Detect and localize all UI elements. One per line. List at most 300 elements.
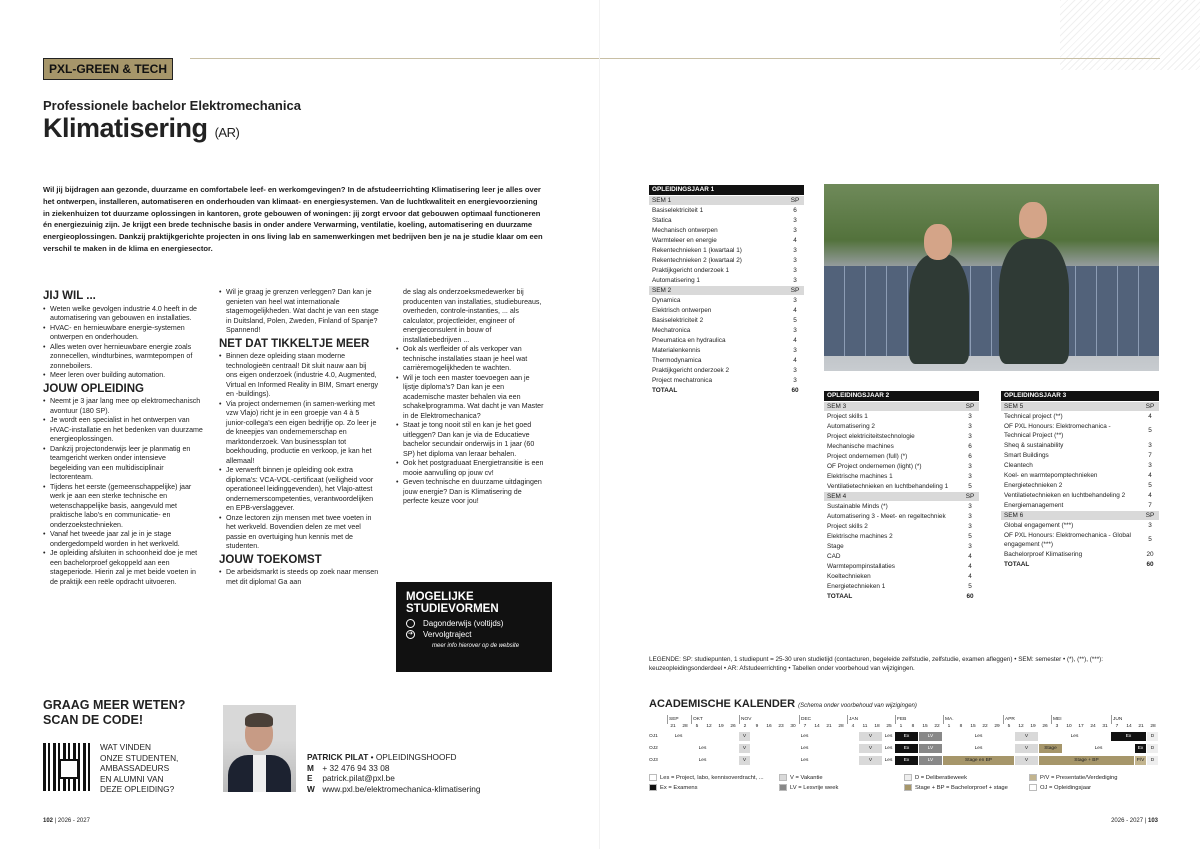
course-name: Ventilatietechnieken en luchtbehandeling 1 — [824, 481, 961, 491]
table-row — [824, 531, 979, 541]
course-sp: 3 — [786, 225, 804, 235]
calendar-month: MA. — [945, 717, 954, 722]
contact-website[interactable]: www.pxl.be/elektromechanica-klimatisering — [322, 784, 481, 795]
list-item: • Ook als werfleider of als verkoper van technische installaties staan je heel wat carrièremogelijkheden te wachten. — [396, 345, 546, 374]
course-name: Basiselektriciteit 2 — [649, 315, 786, 325]
course-name: Elektrische machines 1 — [824, 471, 961, 481]
course-sp: 7 — [1141, 450, 1159, 460]
table-row — [649, 205, 804, 215]
table-row — [1001, 421, 1159, 440]
table-row — [824, 581, 979, 591]
course-name: Project elektriciteitstechnologie — [824, 431, 961, 441]
footer-left — [43, 818, 90, 824]
calendar-note: (Schema onder voorbehoud van wijzigingen) — [798, 703, 917, 709]
calendar-month: APR — [1005, 717, 1015, 722]
course-name: OPLEIDINGSJAAR 1 — [649, 185, 786, 195]
heading-jij-wil: JIJ WIL ... — [43, 290, 96, 302]
key-label: V = Vakantie — [790, 775, 823, 781]
list-item: • Weten welke gevolgen industrie 4.0 heeft in de automatisering van gebouwen en installaties. — [43, 305, 203, 324]
table-header — [824, 391, 979, 401]
calendar-day: 4 — [851, 724, 855, 729]
course-sp: 3 — [961, 511, 979, 521]
calendar-period: Ex — [1135, 744, 1146, 753]
calendar-period: V — [1015, 744, 1038, 753]
course-sp: 4 — [961, 571, 979, 581]
calendar-month: JUN — [1113, 717, 1123, 722]
course-sp: 7 — [1141, 500, 1159, 510]
calendar-day: 28 — [838, 724, 844, 729]
table-row — [1001, 460, 1159, 470]
table-header — [649, 185, 804, 195]
table-row — [1001, 470, 1159, 480]
course-sp: SP — [786, 285, 804, 295]
calendar-day: 30 — [790, 724, 796, 729]
total-row — [824, 591, 979, 601]
calendar-day: 5 — [695, 724, 699, 729]
course-name: Mechanisch ontwerpen — [649, 225, 786, 235]
calendar-month: JAN — [849, 717, 859, 722]
table-row — [649, 375, 804, 385]
calendar-day: 9 — [755, 724, 759, 729]
table-row — [649, 345, 804, 355]
semester-row — [649, 195, 804, 205]
table-row — [649, 365, 804, 375]
calendar-period: Ex — [895, 756, 918, 765]
students-photo — [824, 184, 1159, 371]
study-forms-title-1: MOGELIJKE — [406, 591, 474, 603]
list-item: • Dankzij projectonderwijs leer je planmatig en teamgericht werken onder intensieve begeleiding van een multidisciplinair lectorenteam. — [43, 445, 203, 483]
course-sp: 3 — [1141, 520, 1159, 530]
calendar-month: FEB — [897, 717, 907, 722]
key-swatch — [779, 774, 787, 781]
course-sp — [786, 185, 804, 195]
table-row — [824, 421, 979, 431]
footer-year-left: | 2026 - 2027 — [53, 818, 90, 824]
key-swatch — [1029, 784, 1037, 791]
table-row — [1001, 480, 1159, 490]
solar-panels — [824, 266, 1159, 356]
course-sp: SP — [961, 491, 979, 501]
calendar-day: 26 — [1042, 724, 1048, 729]
more-info-link[interactable]: meer info hierover op de website — [432, 643, 520, 649]
programme-subtitle: Professionele bachelor Elektromechanica — [43, 98, 301, 113]
table-row — [649, 355, 804, 365]
table-row — [649, 215, 804, 225]
calendar-period: Les — [943, 744, 1014, 753]
course-sp: SP — [786, 195, 804, 205]
course-name: Dynamica — [649, 295, 786, 305]
course-sp: 5 — [1141, 530, 1159, 549]
footer-year-right: 2026 - 2027 | — [1111, 818, 1148, 824]
course-sp: 3 — [786, 275, 804, 285]
table-row — [1001, 411, 1159, 421]
list-item: • Tijdens het eerste (gemeenschappelijke) jaar werk je aan een sterke technische en wetenschappelijke basis, aangevuld met praktische labo's en communicatie- en onderzoekstechnieken. — [43, 483, 203, 531]
list-jouw-toekomst — [219, 568, 379, 587]
study-forms-box — [396, 582, 552, 672]
table-row — [1001, 450, 1159, 460]
calendar-period: V — [1015, 756, 1038, 765]
page-fold — [599, 0, 600, 849]
table-header — [1001, 391, 1159, 401]
calendar-period: D — [1147, 732, 1158, 741]
key-label: D = Deliberatieweek — [915, 775, 968, 781]
table-row — [1001, 520, 1159, 530]
calendar-day: 2 — [743, 724, 747, 729]
list-item: • HVAC- en hernieuwbare energie-systemen ontwerpen en onderhouden. — [43, 324, 203, 343]
calendar-day: 15 — [922, 724, 928, 729]
calendar-day: 10 — [1066, 724, 1072, 729]
list-item: • Geven technische en duurzame uitdagingen jouw energie? Dan is Klimatisering de perfecte keuze voor jou! — [396, 478, 546, 507]
table-row — [824, 411, 979, 421]
key-label: Ex = Examens — [660, 785, 698, 791]
calendar-day: 1 — [899, 724, 903, 729]
list-item: • Meer leren over building automation. — [43, 371, 203, 381]
title-text: Klimatisering — [43, 113, 208, 143]
course-name: Elektrisch ontwerpen — [649, 305, 786, 315]
list-item: • Je wordt een specialist in het ontwerpen van HVAC-installatie en het bedenken van duurzame energieoplossingen. — [43, 416, 203, 445]
calendar-day: 19 — [718, 724, 724, 729]
calendar-day: 28 — [682, 724, 688, 729]
calendar-period: Les — [943, 732, 1014, 741]
table-row — [1001, 490, 1159, 500]
course-sp: 3 — [786, 365, 804, 375]
course-name: Praktijkgericht onderzoek 1 — [649, 265, 786, 275]
calendar-key-item — [1029, 773, 1118, 783]
calendar-day: 7 — [803, 724, 807, 729]
calendar-period: Les — [667, 744, 738, 753]
course-name: SEM 5 — [1001, 401, 1141, 411]
calendar-period: Les — [751, 756, 858, 765]
course-sp: 3 — [961, 521, 979, 531]
table-row — [649, 305, 804, 315]
course-sp: 3 — [786, 255, 804, 265]
calendar-key-item — [779, 783, 838, 793]
calendar-period: Les — [1063, 744, 1134, 753]
contact-mobile[interactable]: + 32 476 94 33 08 — [322, 762, 390, 773]
calendar-month: SEP — [669, 717, 679, 722]
table-row — [824, 501, 979, 511]
course-name: SEM 1 — [649, 195, 786, 205]
calendar-key-item — [1029, 783, 1091, 793]
calendar-period: LV — [919, 756, 942, 765]
course-name: SEM 6 — [1001, 510, 1141, 520]
calendar-month: OKT — [693, 717, 703, 722]
contact-email[interactable]: patrick.pilat@pxl.be — [322, 773, 395, 784]
calendar-period: P/V — [1136, 758, 1145, 763]
list-item: • Je verwerft binnen je opleiding ook extra diploma's: VCA-VOL-certificaat (veiligheid voor operationeel leidinggevenden), het Vlajo-attest ondernemerscompetenties, verantwoordelijken en EPB-verslaggever. — [219, 466, 379, 514]
course-sp: 3 — [786, 375, 804, 385]
course-sp: 3 — [961, 471, 979, 481]
calendar-period: Stage + BP — [1039, 756, 1134, 765]
calendar-period: V — [859, 744, 882, 753]
footer-right — [1111, 818, 1158, 824]
key-swatch — [649, 774, 657, 781]
study-forms-title — [406, 591, 542, 615]
course-name: TOTAAL — [649, 385, 786, 395]
course-name: Technical project (**) — [1001, 411, 1141, 421]
course-name: Rekentechnieken 2 (kwartaal 2) — [649, 255, 786, 265]
table-year-2 — [824, 391, 979, 602]
course-name: Project skills 1 — [824, 411, 961, 421]
course-name: Mechanische machines — [824, 441, 961, 451]
course-sp: 4 — [1141, 490, 1159, 500]
table-row — [824, 521, 979, 531]
email-label: E — [307, 773, 313, 784]
calendar-day: 16 — [766, 724, 772, 729]
course-sp: 6 — [961, 451, 979, 461]
toekomst-continued: de slag als onderzoeksmedewerker bij producenten van installaties, studiebureaus, overheden, controle-instanties, ... als calculator, projectleider, engineer of energieconsulent in bouw of installatiebedrijven ... — [403, 288, 542, 344]
student-right-face — [1019, 202, 1047, 238]
calendar-row-label: OJ2 — [649, 746, 658, 751]
student-left-face — [924, 224, 952, 260]
calendar-period: V — [739, 756, 750, 765]
calendar-month: DEC — [801, 717, 812, 722]
course-name: Sustainable Minds (*) — [824, 501, 961, 511]
course-name: Energietechnieken 2 — [1001, 480, 1141, 490]
course-name: Basiselektriciteit 1 — [649, 205, 786, 215]
calendar-day: 8 — [959, 724, 963, 729]
table-row — [1001, 530, 1159, 549]
calendar-period: LV — [919, 744, 942, 753]
course-sp: 6 — [786, 205, 804, 215]
table-row — [1001, 549, 1159, 559]
calendar-month: NOV — [741, 717, 752, 722]
table-row — [824, 451, 979, 461]
student-left — [909, 254, 969, 364]
calendar-day: 1 — [947, 724, 951, 729]
key-label: P/V = Presentatie/Verdediging — [1040, 775, 1118, 781]
calendar-period: Ex — [895, 744, 918, 753]
table-row — [649, 225, 804, 235]
list-item: • Via project ondernemen (in samen-werking met vzw Vlajo) richt je in een groepje van 4 à 5 junior-collega's een eigen bedrijfje op. Zo leer je de kneepjes van ondernemerschap en marktonderzoek. Van businessplan tot boekhouding, productie en verkoop, je kan het allemaal! — [219, 400, 379, 467]
calendar-key-item — [649, 773, 764, 783]
list-tikkeltje-meer — [219, 352, 379, 552]
course-sp: 3 — [786, 265, 804, 275]
course-sp: 6 — [961, 441, 979, 451]
portrait-shirt — [253, 755, 266, 792]
course-sp: 3 — [961, 501, 979, 511]
column-1 — [43, 288, 203, 587]
course-name: Cleantech — [1001, 460, 1141, 470]
table-row — [824, 571, 979, 581]
calendar-period: Ex — [1111, 732, 1146, 741]
course-sp: SP — [1141, 510, 1159, 520]
course-sp: 3 — [786, 245, 804, 255]
course-name: Sheq & sustainability — [1001, 440, 1141, 450]
calendar-day: 18 — [874, 724, 880, 729]
calendar-day: 17 — [1078, 724, 1084, 729]
mobile-label: M — [307, 762, 314, 773]
list-item: • Onze lectoren zijn mensen met twee voeten in het werkveld. Bovendien delen ze met veel passie en overtuiging hun kennis met de studenten. — [219, 514, 379, 552]
list-toekomst-more — [396, 345, 546, 507]
contact-block — [307, 752, 480, 795]
course-sp — [961, 391, 979, 401]
course-name: Thermodynamica — [649, 355, 786, 365]
calendar-day: 12 — [706, 724, 712, 729]
course-name: OF PXL Honours: Elektromechanica - Technical Project (**) — [1001, 421, 1141, 440]
portrait-photo — [223, 705, 296, 792]
calendar-key-item — [779, 773, 823, 783]
course-sp: 3 — [961, 421, 979, 431]
more-info-line-2: SCAN DE CODE! — [43, 713, 144, 727]
course-name: OPLEIDINGSJAAR 3 — [1001, 391, 1141, 401]
calendar-row-label: OJ3 — [649, 758, 658, 763]
calendar-period: Les — [667, 732, 690, 741]
calendar-period: Ex — [895, 732, 918, 741]
list-item: • Binnen deze opleiding staan moderne technologieën centraal! Dit sluit nauw aan bij ons eigen onderzoek (industrie 4.0, Augmented, Virtual en Informed Reality in BIM, Smart energy en -buildings). — [219, 352, 379, 400]
course-sp: 3 — [786, 345, 804, 355]
course-sp: SP — [961, 401, 979, 411]
course-name: Stage — [824, 541, 961, 551]
calendar-period: Les — [1039, 732, 1110, 741]
calendar-period: V — [859, 732, 882, 741]
course-name: SEM 3 — [824, 401, 961, 411]
calendar-day: 5 — [1007, 724, 1011, 729]
page-number-left: 102 — [43, 818, 54, 824]
calendar-period: D — [1147, 744, 1158, 753]
calendar-day: 28 — [1150, 724, 1156, 729]
course-name: Warmteleer en energie — [649, 235, 786, 245]
academic-calendar — [649, 716, 1159, 768]
table-row — [824, 561, 979, 571]
course-sp: 4 — [786, 355, 804, 365]
page-title — [43, 113, 239, 144]
calendar-key-item — [904, 783, 1008, 793]
calendar-title — [649, 698, 917, 710]
table-row — [649, 275, 804, 285]
course-name: Elektrische machines 2 — [824, 531, 961, 541]
course-sp — [1141, 391, 1159, 401]
calendar-period: Stage en BP — [943, 756, 1014, 765]
course-sp: 5 — [1141, 480, 1159, 490]
calendar-key-item — [649, 783, 698, 793]
table-year-1 — [649, 185, 804, 396]
calendar-day: 21 — [670, 724, 676, 729]
list-item: • Ook het postgraduaat Energietransitie is een mooie aanvulling op jouw cv! — [396, 459, 546, 478]
table-year-3 — [1001, 391, 1159, 570]
key-swatch — [904, 784, 912, 791]
calendar-period: V — [739, 744, 750, 753]
header-line — [190, 58, 1160, 59]
course-sp: 4 — [961, 551, 979, 561]
course-sp: 4 — [1141, 470, 1159, 480]
course-name: Praktijkgericht onderzoek 2 — [649, 365, 786, 375]
course-sp: 20 — [1141, 549, 1159, 559]
course-name: Bachelorproef Klimatisering — [1001, 549, 1141, 559]
calendar-day: 12 — [1018, 724, 1024, 729]
course-sp: 4 — [961, 561, 979, 571]
calendar-day: 11 — [862, 724, 868, 729]
key-swatch — [1029, 774, 1037, 781]
heading-tikkeltje-meer: NET DAT TIKKELTJE MEER — [219, 337, 370, 350]
table-row — [824, 541, 979, 551]
list-item: • Alles weten over hernieuwbare energie zoals zonnecellen, windturbines, warmtepompen of zonneboilers. — [43, 343, 203, 372]
table-row — [649, 255, 804, 265]
calendar-title-text: ACADEMISCHE KALENDER — [649, 698, 796, 710]
calendar-day: 3 — [1055, 724, 1059, 729]
qr-caption-line: EN ALUMNI VAN — [100, 773, 164, 784]
decorative-pattern — [1060, 0, 1200, 70]
calendar-day: 7 — [1115, 724, 1119, 729]
course-name: Automatisering 2 — [824, 421, 961, 431]
calendar-period: Les — [884, 758, 893, 763]
calendar-day: 19 — [1030, 724, 1036, 729]
course-name: Global engagement (***) — [1001, 520, 1141, 530]
table-row — [824, 441, 979, 451]
list-item: • Wil je graag je grenzen verleggen? Dan kan je genieten van heel wat internationale stagemogelijkheden. Wat dacht je van een stage in Duitsland, Polen, Zweden, Finland of Spanje? Spannend! — [219, 288, 379, 336]
calendar-day: 25 — [886, 724, 892, 729]
calendar-month: MEI — [1053, 717, 1062, 722]
course-name: Automatisering 3 - Meet- en regeltechniek — [824, 511, 961, 521]
semester-row — [824, 401, 979, 411]
key-label: Les = Project, labo, kennisoverdracht, ... — [660, 775, 764, 781]
portrait-hair — [245, 713, 273, 727]
page-number-right: 103 — [1147, 818, 1158, 824]
course-sp: 3 — [961, 541, 979, 551]
course-sp: 4 — [1141, 411, 1159, 421]
option-day-label: Dagonderwijs (voltijds) — [423, 619, 504, 628]
calendar-period: Les — [751, 732, 858, 741]
qr-caption-line: DEZE OPLEIDING? — [100, 784, 175, 794]
semester-row — [824, 491, 979, 501]
calendar-day: 8 — [911, 724, 915, 729]
table-row — [1001, 440, 1159, 450]
qr-caption-line: ONZE STUDENTEN, — [100, 752, 179, 763]
circle-icon — [406, 619, 415, 628]
course-name: Energiemanagement — [1001, 500, 1141, 510]
semester-row — [1001, 510, 1159, 520]
calendar-period: LV — [919, 732, 942, 741]
course-sp: SP — [1141, 401, 1159, 411]
table-row — [824, 461, 979, 471]
calendar-period: D — [1147, 756, 1158, 765]
course-name: Warmtepompinstallaties — [824, 561, 961, 571]
heading-jouw-opleiding: JOUW OPLEIDING — [43, 382, 144, 395]
course-name: Project skills 2 — [824, 521, 961, 531]
option-follow-up — [406, 630, 542, 639]
list-item: • Je opleiding afsluiten in schoonheid doe je met een bachelorproef gekoppeld aan een stageperiode. Hierin zal je met beide voeten in de praktijk een reële opdracht uitvoeren. — [43, 549, 203, 587]
list-jouw-opleiding — [43, 397, 203, 587]
table-row — [649, 325, 804, 335]
list-item: • Wil je toch een master toevoegen aan je lijstje diploma's? Dan kan je een academische master behalen via een schakelprogramma. Wat dacht je van Master in de Elektromechanica? — [396, 374, 546, 422]
course-sp: 4 — [786, 305, 804, 315]
course-name: Project mechatronica — [649, 375, 786, 385]
table-row — [649, 265, 804, 275]
course-name: Materialenkennis — [649, 345, 786, 355]
faculty-tag: PXL-GREEN & TECH — [43, 58, 173, 80]
calendar-day: 21 — [1138, 724, 1144, 729]
table-row — [649, 235, 804, 245]
course-name: SEM 4 — [824, 491, 961, 501]
course-name: Automatisering 1 — [649, 275, 786, 285]
qr-code[interactable] — [43, 743, 91, 791]
course-name: Mechatronica — [649, 325, 786, 335]
course-sp: 3 — [1141, 440, 1159, 450]
course-sp: 4 — [786, 235, 804, 245]
course-name: OPLEIDINGSJAAR 2 — [824, 391, 961, 401]
heading-jouw-toekomst: JOUW TOEKOMST — [219, 553, 322, 566]
calendar-day: 31 — [1102, 724, 1108, 729]
total-row — [1001, 559, 1159, 569]
course-sp: 3 — [961, 431, 979, 441]
course-name: Statica — [649, 215, 786, 225]
table-row — [824, 431, 979, 441]
course-sp: 3 — [1141, 460, 1159, 470]
more-info-line-1: GRAAG MEER WETEN? — [43, 698, 186, 712]
table-row — [649, 295, 804, 305]
course-sp: 3 — [961, 461, 979, 471]
web-label: W — [307, 784, 315, 795]
